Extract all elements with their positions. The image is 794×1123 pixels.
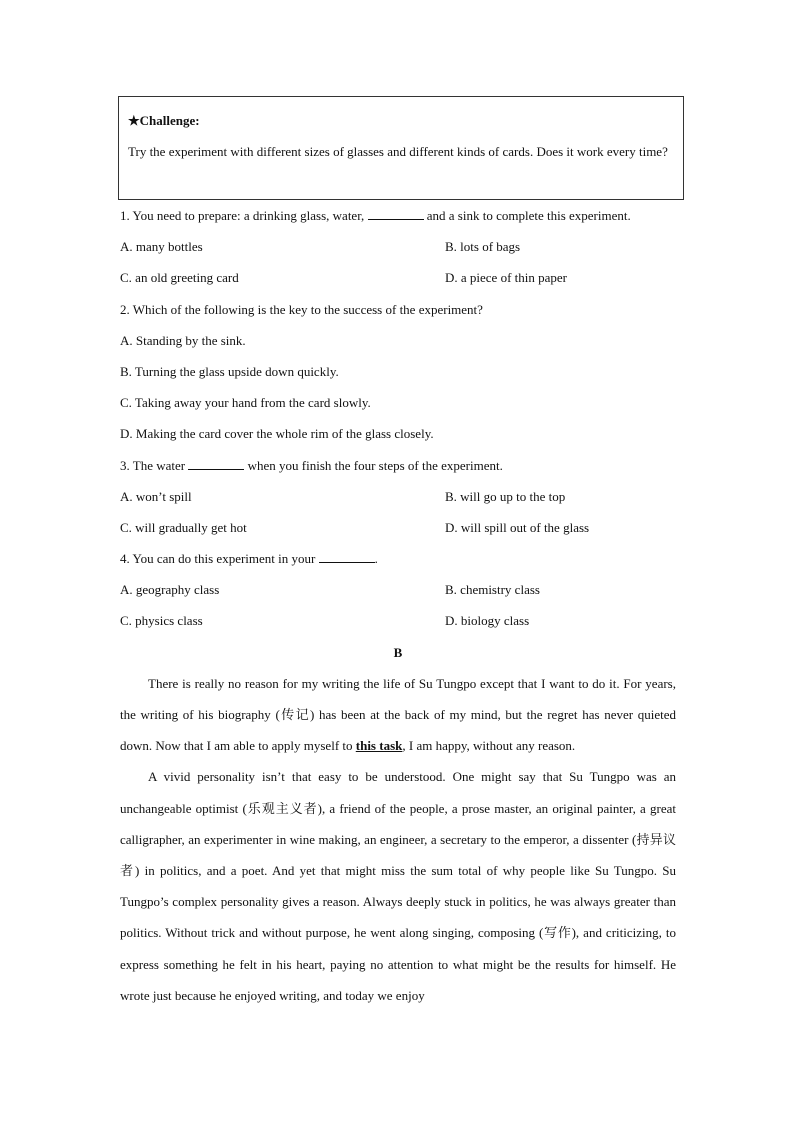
option-b: B. lots of bags [445,239,521,255]
option-a: A. geography class [120,582,220,598]
question-3-stem-after: when you finish the four steps of the experiment. [247,457,503,473]
option-b: B. will go up to the top [445,488,566,504]
question-2-stem: 2. Which of the following is the key to the success of the experiment? [120,301,483,317]
paragraph-2: A vivid personality isn’t that easy to be understood. One might say that Su Tungpo was an unchangeable optimist (乐观主义者), a friend of the people, a prose master, an original painter, a great calligrapher, an experimenter in wine making, an engineer, a secretary to the emperor, a dissenter (持异议者) in politics, and a poet. And yet that might miss the sum total of why people like Su Tungpo. Su Tungpo’s complex personality gives a reason. Always deeply stuck in politics, he was always greater than politics. Without trick and without purpose, he went along singing, composing (写作), and criticizing, to express something he felt in his heart, paying no attention to what might be the results for himself. He wrote just because he enjoyed writing, and today we enjoy [120,769,676,1003]
paragraph-1-text: There is really no reason for my writing the life of Su Tungpo except that I want to do it. For years, the writing of his biography (传记) has been at the back of my mind, but the regret has never quieted down. Now that I am able to apply myself to [120,675,676,754]
option-d: D. Making the card cover the whole rim of the glass closely. [120,426,434,442]
question-1-options-row-1 [120,231,676,262]
option-c: C. an old greeting card [120,270,239,286]
option-a: A. Standing by the sink. [120,332,246,348]
option-b: B. chemistry class [445,582,540,598]
answer-blank [188,458,244,470]
question-1-stem [120,200,676,231]
question-4-options-row-2 [120,605,676,636]
option-d: D. a piece of thin paper [445,270,568,286]
question-1-stem-after: and a sink to complete this experiment. [426,208,631,223]
paragraph-1-end: , I am happy, without any reason. [402,738,576,754]
option-b: B. Turning the glass upside down quickly. [120,363,339,379]
question-3-stem-before: 3. The water [120,457,186,473]
highlighted-phrase: this task [355,738,403,754]
question-4-stem-after: . [374,551,378,567]
question-4-stem-before: 4. You can do this experiment in your [120,551,316,567]
paragraph-1 [120,668,676,762]
question-1-stem-before: 1. You need to prepare: a drinking glass, water, [120,208,365,223]
option-c: C. will gradually get hot [120,519,247,535]
question-1-options-row-2 [120,262,676,293]
challenge-title: ★Challenge: [128,113,200,128]
worksheet-page [120,96,676,1011]
question-3-options-row-2 [120,512,676,543]
answer-blank [368,208,424,220]
option-a: A. many bottles [120,239,203,255]
option-d: D. will spill out of the glass [445,519,590,535]
option-d: D. biology class [445,613,530,629]
question-3-stem [120,450,676,481]
question-4-stem [120,543,676,574]
option-c: C. physics class [120,613,203,629]
option-a: A. won’t spill [120,488,192,504]
question-3-options-row-1 [120,481,676,512]
challenge-text: Try the experiment with different sizes of glasses and different kinds of cards. Does it work every time? [128,144,668,159]
section-title: B [393,644,403,660]
challenge-box [118,96,684,200]
answer-blank [319,551,375,563]
question-4-options-row-1 [120,574,676,605]
option-c: C. Taking away your hand from the card slowly. [120,395,371,411]
